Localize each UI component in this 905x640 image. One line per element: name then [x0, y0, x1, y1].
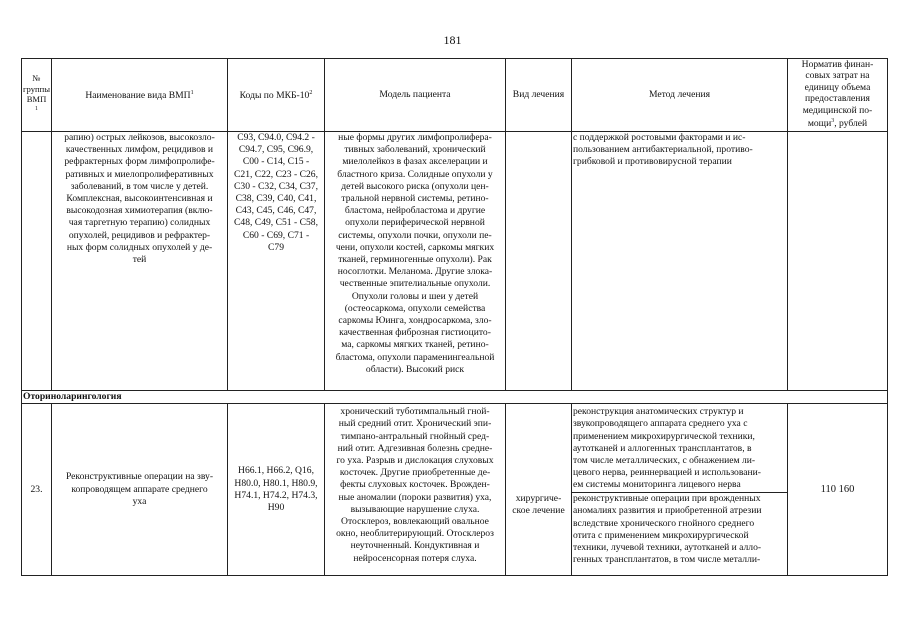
treatment-method-1: реконструкция анатомических структур и звукопроводящего аппарата среднего уха с применением микрохирургической техники, аутотканей и аллогенных трансплантатов, в том числе металлических, с обнажением ли- цевого нерва, реиннервацией и использовани- ем системы мониторинга лицевого нерва: [573, 406, 761, 491]
header-group-no: № группы ВМП $^1$: [22, 59, 52, 132]
section-row: [22, 391, 888, 404]
cell-treatment-method: [572, 404, 788, 576]
header-cost-norm: Норматив финан- совых затрат на единицу объема предоставления медицинской по- мощи$^3$, рублей: [788, 59, 888, 132]
cell-vmp-name: Реконструктивные операции на зву- копроводящем аппарате среднего уха: [52, 404, 228, 576]
header-row: [22, 59, 888, 132]
cell-group-no: [22, 132, 52, 391]
table-row-23: [22, 404, 888, 576]
header-icd-codes: Коды по МКБ-$10^2$: [228, 59, 325, 132]
cell-icd-codes: C93, C94.0, C94.2 - C94.7, C95, C96.9, C00 - C14, C15 - C21, C22, C23 - C26, C30 - C32, C34, C37, C38, C39, C40, C41, C43, C45, C46, C47, C48, C49, C51 - C58, C60 - C69, C71 - C79: [228, 132, 325, 391]
cell-cost-norm: 110 160: [788, 404, 888, 576]
header-vmp-name: Наименование вида ВМП$^1$: [52, 59, 228, 132]
cell-icd-codes: H66.1, H66.2, Q16, H80.0, H80.1, H80.9, H74.1, H74.2, H74.3, H90: [228, 404, 325, 576]
cell-vmp-name: рапию) острых лейкозов, высокозло- качественных лимфом, рецидивов и рефрактерных форм лимфопролифе- ративных и миелопролиферативных заболеваний, в том числе у детей. Комплексная, высокоинтенсивная и высокодозная химиотерапия (вклю- чая таргетную терапию) солидных опухолей, рецидивов и рефрактер- ных форм солидных опухолей у де- тей: [52, 132, 228, 391]
cell-cost-norm: [788, 132, 888, 391]
section-title: Оториноларингология: [22, 391, 888, 404]
cell-treatment-type: [506, 132, 572, 391]
cell-group-no: 23.: [22, 404, 52, 576]
header-treatment-method: Метод лечения: [572, 59, 788, 132]
header-treatment-type: Вид лечения: [506, 59, 572, 132]
cell-treatment-method: с поддержкой ростовыми факторами и ис- пользованием антибактериальной, противо- грибковой и противовирусной терапии: [572, 132, 788, 391]
cell-patient-model: ные формы других лимфопролифера- тивных заболеваний, хронический миелолейкоз в фазах акселерации и бластного криза. Солидные опухоли у детей высокого риска (опухоли цен- тральной нервной системы, ретино- бластома, нейробластома и другие опухоли периферической нервной системы, опухоли почки, опухоли пе- чени, опухоли костей, саркомы мягких тканей, герминогенные опухоли). Рак носоглотки. Меланома. Другие злока- чественные эпителиальные опухоли. Опухоли головы и шеи у детей (остеосаркома, опухоли семейства саркомы Юинга, хондросаркома, зло- качественная фиброзная гистиоцито- ма, саркомы мягких тканей, ретино- бластома, опухоли параменингеальной области). Высокий риск: [325, 132, 506, 391]
header-patient-model: Модель пациента: [325, 59, 506, 132]
cell-patient-model: хронический туботимпальный гной- ный средний отит. Хронический эпи- тимпано-антральный гнойный сред- ний отит. Адгезивная болезнь средне- го уха. Разрыв и дислокация слуховых косточек. Другие приобретенные де- фекты слуховых косточек. Врожден- ные аномалии (пороки развития) уха, вызывающие нарушение слуха. Отосклероз, вовлекающий овальное окно, необлитерирующий. Отосклероз неуточненный. Кондуктивная и нейросенсорная потеря слуха.: [325, 404, 506, 576]
page-number: 181: [443, 33, 462, 47]
table-row-continued: [22, 132, 888, 391]
vmp-table: [21, 58, 888, 576]
cell-treatment-type: хирургиче- ское лечение: [506, 404, 572, 576]
treatment-method-2: реконструктивные операции при врожденных аномалиях развития и приобретенной атрезии вследствие хронического гнойного среднего отита с применением микрохирургической техники, лучевой техники, аутотканей и алло- генных трансплантатов, в том числе металли-: [572, 492, 787, 566]
